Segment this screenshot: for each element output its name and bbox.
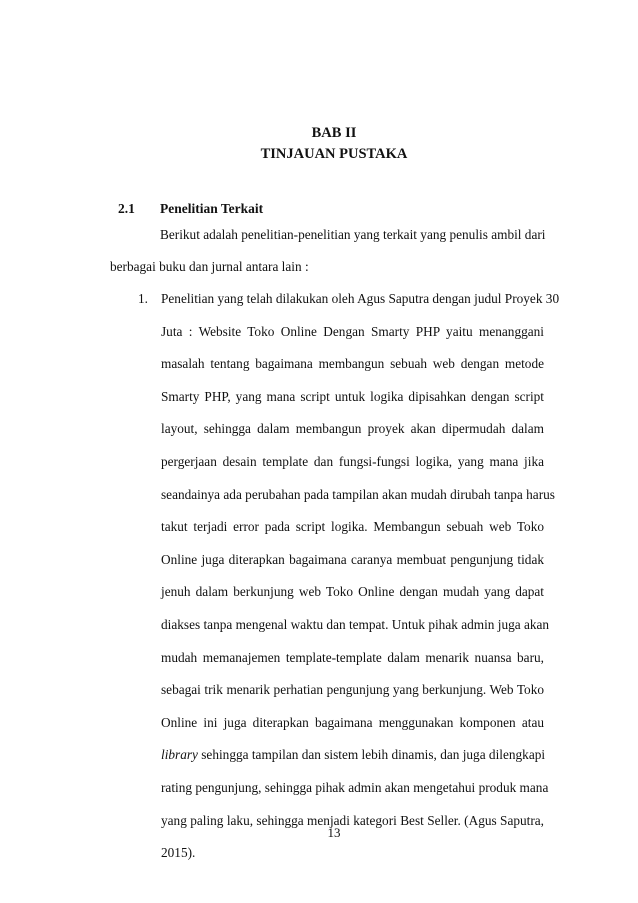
list-line: 2015). [161,845,196,861]
list-line: Smarty PHP, yang mana script untuk logika dipisahkan dengan script [161,388,544,404]
page-number: 13 [327,825,341,840]
list-line: takut terjadi error pada script logika. Membangun sebuah web Toko [161,519,544,535]
list-line: masalah tentang bagaimana membangun sebuah web dengan metode [161,356,544,372]
list-line: layout, sehingga dalam membangun proyek akan dipermudah dalam [161,421,544,437]
paragraph-line: Berikut adalah penelitian-penelitian yang terkait yang penulis ambil dari [160,227,546,242]
list-line: yang paling laku, sehingga menjadi kategori Best Seller. (Agus Saputra, [161,812,544,828]
list-line: Penelitian yang telah dilakukan oleh Agus Saputra dengan judul Proyek 30 [161,291,560,306]
list-line: Online juga diterapkan bagaimana caranya membuat pengunjung tidak [161,551,544,567]
list-marker: 1. [138,291,148,306]
paragraph-line: berbagai buku dan jurnal antara lain : [110,259,309,274]
list-line: diakses tanpa mengenal waktu dan tempat. Untuk pihak admin juga akan [161,617,550,632]
list-line: seandainya ada perubahan pada tampilan akan mudah dirubah tanpa harus [161,486,555,502]
section-title: Penelitian Terkait [160,201,264,216]
list-line: sebagai trik menarik perhatian pengunjung yang berkunjung. Web Toko [161,682,544,698]
italic-line-rest: sehingga tampilan dan sistem lebih dinamis, dan juga dilengkapi [197,747,546,763]
list-line: Juta : Website Toko Online Dengan Smarty PHP yaitu menanggani [161,323,544,339]
section-heading [118,200,263,218]
chapter-title: TINJAUAN PUSTAKA [260,146,408,162]
list-line-with-italic [161,746,544,764]
list-line: mudah memanajemen template-template dalam menarik nuansa baru, [161,649,544,665]
list-line: jenuh dalam berkunjung web Toko Online dengan mudah yang dapat [161,584,544,600]
list-line: Online ini juga diterapkan bagaimana menggunakan komponen atau [161,714,544,730]
list-line: pergerjaan desain template dan fungsi-fungsi logika, yang mana jika [161,454,544,469]
section-number: 2.1 [118,201,135,216]
chapter-number: BAB II [311,125,357,141]
italic-term: library [161,747,198,763]
list-line: rating pengunjung, sehingga pihak admin akan mengetahui produk mana [161,780,549,795]
